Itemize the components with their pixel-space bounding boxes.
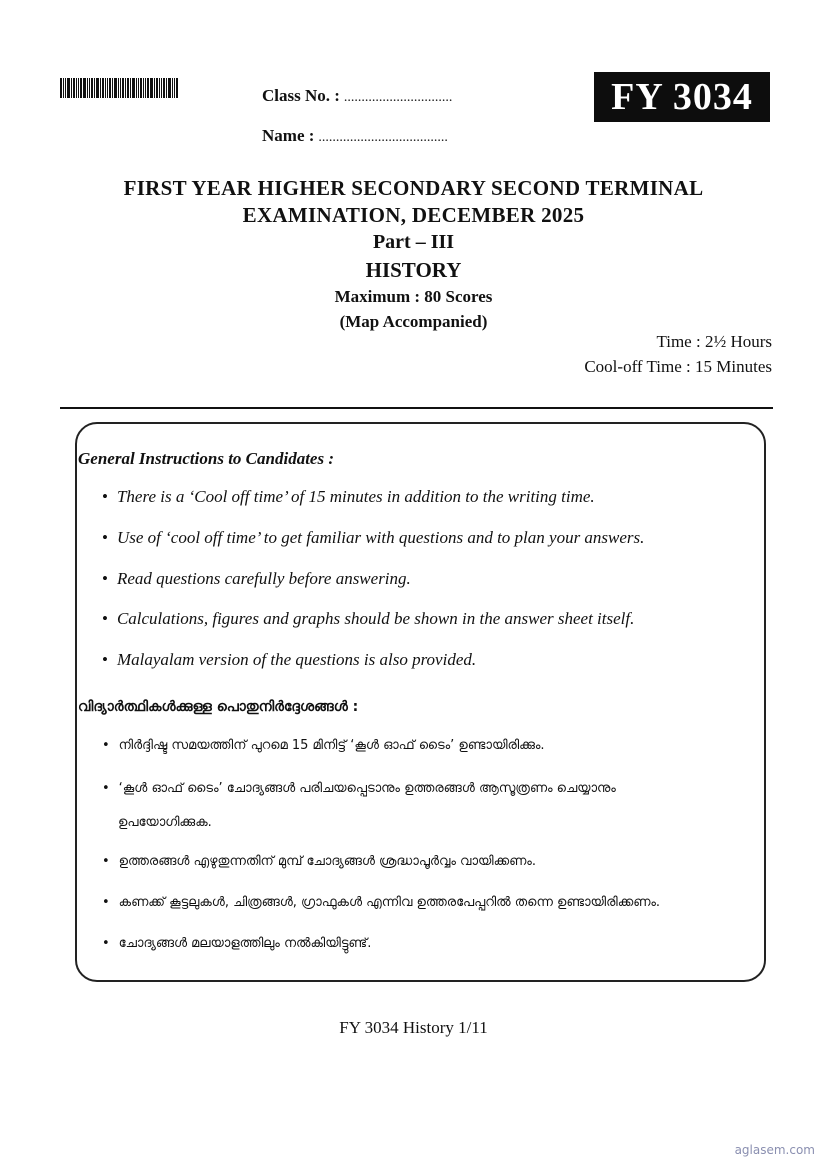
barcode-bar	[130, 78, 131, 98]
barcode-bar	[176, 78, 178, 98]
class-no-field	[262, 86, 452, 106]
barcode-bar	[60, 78, 62, 98]
instruction-item: • Malayalam version of the questions is also provided.	[102, 650, 477, 669]
class-no-dots: ...............................	[343, 90, 453, 105]
bullet-icon: •	[102, 487, 108, 506]
barcode-bar	[96, 78, 99, 98]
barcode-bar	[89, 78, 90, 98]
instructions-heading: General Instructions to Candidates :	[78, 449, 334, 468]
cool-off-time: Cool-off Time : 15 Minutes	[584, 357, 772, 376]
malayalam-item: • ‘കൂൾ ഓഫ് ടൈം’ ചോദ്യങ്ങൾ പരിചയപ്പെടാനും ഉത്തരങ്ങൾ ആസൂത്രണം ചെയ്യാനും	[102, 781, 616, 796]
barcode-bar	[63, 78, 64, 98]
barcode-bar	[150, 78, 153, 98]
barcode-bar	[65, 78, 66, 98]
exam-code-badge: FY 3034	[594, 72, 770, 122]
max-scores: Maximum : 80 Scores	[334, 287, 493, 306]
barcode-bar	[80, 78, 82, 98]
barcode-bar	[163, 78, 165, 98]
barcode-bar	[76, 78, 77, 98]
malayalam-item: • ഉത്തരങ്ങൾ എഴുതുന്നതിന് മുമ്പ് ചോദ്യങ്ങൾ ശ്രദ്ധാപൂർവ്വം വായിക്കണം.	[102, 854, 536, 869]
barcode-bar	[159, 78, 160, 98]
instruction-item: • There is a ‘Cool off time’ of 15 minutes in addition to the writing time.	[102, 487, 595, 506]
barcode-bar	[172, 78, 173, 98]
malayalam-heading: വിദ്യാർത്ഥികൾക്കുള്ള പൊതുനിർദ്ദേശങ്ങൾ :	[78, 699, 359, 715]
instruction-item: • Read questions carefully before answering.	[102, 569, 411, 588]
barcode-bar	[122, 78, 124, 98]
class-no-label: Class No. :	[262, 86, 340, 105]
barcode-bar	[154, 78, 155, 98]
time-duration: Time : 2½ Hours	[656, 332, 772, 351]
barcode-bar	[114, 78, 117, 98]
name-label: Name :	[262, 126, 315, 145]
barcode-bar	[83, 78, 86, 98]
barcode-bar	[147, 78, 149, 98]
barcode	[60, 78, 188, 98]
barcode-bar	[138, 78, 139, 98]
watermark: aglasem.com	[734, 1143, 815, 1157]
barcode-bar	[161, 78, 162, 98]
page-footer: FY 3034 History 1/11	[339, 1018, 488, 1037]
subject-title: HISTORY	[365, 258, 462, 282]
name-dots: .....................................	[318, 130, 448, 145]
title-line-1: FIRST YEAR HIGHER SECONDARY SECOND TERMINAL	[123, 176, 704, 200]
barcode-bar	[67, 78, 70, 98]
bullet-icon: •	[102, 528, 108, 547]
name-field	[262, 126, 448, 146]
barcode-bar	[118, 78, 119, 98]
barcode-bar	[143, 78, 144, 98]
part-label: Part – III	[372, 231, 455, 253]
barcode-bar	[136, 78, 137, 98]
barcode-bar	[71, 78, 72, 98]
barcode-bar	[102, 78, 104, 98]
barcode-bar	[156, 78, 158, 98]
barcode-bar	[91, 78, 93, 98]
barcode-bar	[127, 78, 129, 98]
malayalam-item: • കണക്ക് കൂട്ടലുകൾ, ചിത്രങ്ങൾ, ഗ്രാഫുകൾ എന്നിവ ഉത്തരപേപ്പറിൽ തന്നെ ഉണ്ടായിരിക്കണം.	[102, 895, 661, 910]
barcode-bar	[105, 78, 106, 98]
barcode-bar	[87, 78, 88, 98]
barcode-bar	[125, 78, 126, 98]
barcode-bar	[168, 78, 171, 98]
bullet-icon: •	[102, 650, 108, 669]
barcode-bar	[112, 78, 113, 98]
barcode-bar	[132, 78, 135, 98]
barcode-bar	[120, 78, 121, 98]
barcode-bar	[100, 78, 101, 98]
malayalam-item: • ചോദ്യങ്ങൾ മലയാളത്തിലും നൽകിയിട്ടുണ്ട്.	[102, 936, 372, 951]
bullet-icon: •	[102, 609, 108, 628]
barcode-bar	[145, 78, 146, 98]
barcode-bar	[166, 78, 167, 98]
divider-rule	[60, 407, 773, 409]
barcode-bar	[73, 78, 75, 98]
bullet-icon: •	[102, 936, 110, 951]
barcode-bar	[78, 78, 79, 98]
bullet-icon: •	[102, 738, 110, 753]
bullet-icon: •	[102, 895, 110, 910]
bullet-icon: •	[102, 854, 110, 869]
title-line-2: EXAMINATION, DECEMBER 2025	[242, 203, 585, 227]
instruction-item: • Use of ‘cool off time’ to get familiar with questions and to plan your answers.	[102, 528, 645, 547]
map-note: (Map Accompanied)	[339, 312, 488, 331]
barcode-bar	[109, 78, 111, 98]
instruction-item: • Calculations, figures and graphs should be shown in the answer sheet itself.	[102, 609, 635, 628]
malayalam-item-continued: ഉപയോഗിക്കുക.	[118, 815, 212, 830]
barcode-bar	[174, 78, 175, 98]
bullet-icon: •	[102, 569, 108, 588]
barcode-bar	[107, 78, 108, 98]
malayalam-item: • നിർദ്ദിഷ്ട സമയത്തിന് പുറമെ 15 മിനിട്ട് ‘കൂൾ ഓഫ് ടൈം’ ഉണ്ടായിരിക്കും.	[102, 738, 545, 753]
bullet-icon: •	[102, 781, 110, 796]
barcode-bar	[94, 78, 95, 98]
barcode-bar	[140, 78, 142, 98]
